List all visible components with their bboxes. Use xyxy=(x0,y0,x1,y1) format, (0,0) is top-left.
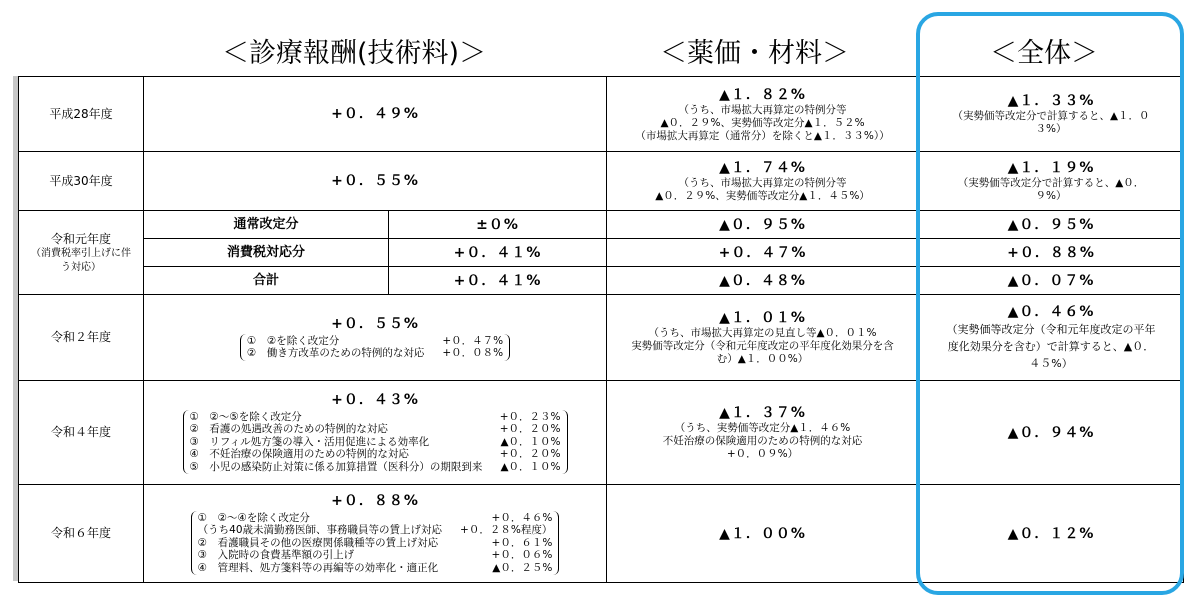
era-cell: 令和２年度 xyxy=(19,295,144,381)
drug-cell: ▲１．０１% （うち、市場拡大再算定の見直し等▲０．０１% 実勢価等改定分（令和元年度改定の平年度化効果分を含 む）▲１．００%） xyxy=(607,295,919,381)
tech-breakdown xyxy=(183,410,568,475)
label-cell: 消費税対応分 xyxy=(144,239,389,267)
total-column-highlight xyxy=(916,12,1184,595)
drug-cell: ▲１．００% xyxy=(607,485,919,583)
breakdown-item-label: ③ 入院時の食費基準額の引上げ xyxy=(197,549,355,562)
breakdown-item xyxy=(247,335,503,348)
breakdown-item xyxy=(198,524,553,537)
breakdown-item xyxy=(190,436,561,449)
total-cell: ▲１．３３% （実勢価等改定分で計算すると、▲１．０ ３%） xyxy=(919,77,1184,152)
breakdown-item-value: ▲０．２５% xyxy=(492,561,553,574)
era-cell: 平成30年度 xyxy=(19,152,144,211)
breakdown-item-value: +０．２８%程度） xyxy=(460,524,553,537)
total-cell: ▲０．９５% xyxy=(919,211,1184,239)
label-cell: 通常改定分 xyxy=(144,211,389,239)
breakdown-item-value: ▲０．１０% xyxy=(500,435,561,448)
breakdown-item-label: （うち40歳未満勤務医師、事務職員等の賃上げ対応 xyxy=(197,524,443,537)
breakdown-item xyxy=(190,423,561,436)
breakdown-item-label: ① ②～⑤を除く改定分 xyxy=(189,410,302,423)
breakdown-item-value: +０．２０% xyxy=(499,448,561,461)
total-cell: ▲０．１２% xyxy=(919,485,1184,583)
era-cell: 令和６年度 xyxy=(19,485,144,583)
breakdown-item-label: ② 看護の処遇改善のための特例的な対応 xyxy=(189,423,388,436)
tech-cell: ±０% xyxy=(389,211,607,239)
breakdown-item xyxy=(190,411,561,424)
breakdown-item xyxy=(190,461,561,474)
breakdown-item xyxy=(198,549,553,562)
header-drug-price-material: ＜薬価・材料＞ xyxy=(660,38,849,69)
drug-cell: ▲１．７４% （うち、市場拡大再算定の特例分等 ▲０．２９%、実勢価等改定分▲１．４５%） xyxy=(607,152,919,211)
tech-breakdown xyxy=(191,511,560,576)
breakdown-item-value: +０．２３% xyxy=(499,410,561,423)
total-cell: ▲１．１９% （実勢価等改定分で計算すると、▲０． ９%） xyxy=(919,152,1184,211)
drug-cell: ▲１．３７% （うち、実勢価等改定分▲１．４６% 不妊治療の保険適用のための特例的な対応 +０．０９%） xyxy=(607,381,919,485)
tech-cell: +０．５５% xyxy=(144,152,607,211)
breakdown-item-label: ④ 不妊治療の保険適用のための特例的な対応 xyxy=(189,448,409,461)
breakdown-item-label: ② 働き方改革のための特例的な対応 xyxy=(246,347,425,359)
breakdown-item-label: ④ 管理料、処方箋料等の再編等の効率化・適正化 xyxy=(197,561,439,574)
tech-cell: +０．４１% xyxy=(389,267,607,295)
tech-cell: +０．４３% ① ②～⑤を除く改定分 +０．２３% ② 看護の処遇改善のための特例的な対応 +０．２０% ③ リフィル処方箋の導入・活用促進による効率化 ▲０．１０% ④ 不妊治療の保険適用のための特例的な対応 +０．２０% ⑤ 小児の感染防止対策に係る加算措置（医科分）の期限到来 ▲０．１０% xyxy=(144,381,607,485)
breakdown-item xyxy=(190,448,561,461)
tech-cell: +０．８８% ① ②～④を除く改定分 +０．４６% （うち40歳未満勤務医師、事務職員等の賃上げ対応 +０．２８%程度） ② 看護職員その他の医療関係職種等の賃上げ対応 +０．６１% ③ 入院時の食費基準額の引上げ +０．０６% ④ 管理料、処方箋料等の再編等の効率化・適正化 ▲０．２５% xyxy=(144,485,607,583)
breakdown-item-value: +０．２０% xyxy=(499,423,561,436)
tech-cell: +０．４９% xyxy=(144,77,607,152)
breakdown-item-value: +０．０８% xyxy=(442,347,504,359)
total-cell: ▲０．４６% （実勢価等改定分（令和元年度改定の平年 度化効果分を含む）で計算すると、▲０． ４５%） xyxy=(919,295,1184,381)
breakdown-item xyxy=(247,347,503,360)
breakdown-item-label: ③ リフィル処方箋の導入・活用促進による効率化 xyxy=(189,435,430,448)
breakdown-item-label: ① ②～④を除く改定分 xyxy=(197,511,310,524)
header-total: ＜全体＞ xyxy=(990,38,1098,69)
tech-breakdown xyxy=(240,334,510,361)
header-technical-fee: ＜診療報酬(技術料)＞ xyxy=(222,38,487,69)
label-cell: 合計 xyxy=(144,267,389,295)
breakdown-item-label: ⑤ 小児の感染防止対策に係る加算措置（医科分）の期限到来 xyxy=(189,460,483,473)
breakdown-item-value: ▲０．１０% xyxy=(500,460,561,473)
era-cell: 令和元年度 （消費税率引上げに伴 う対応） xyxy=(19,211,144,295)
total-cell: ▲０．９４% xyxy=(919,381,1184,485)
breakdown-item-value: +０．４６% xyxy=(491,511,553,524)
breakdown-item-value: +０．６１% xyxy=(491,536,553,549)
breakdown-item-label: ② 看護職員その他の医療関係職種等の賃上げ対応 xyxy=(197,536,439,549)
breakdown-item-value: +０．０６% xyxy=(491,549,553,562)
era-cell: 令和４年度 xyxy=(19,381,144,485)
drug-cell: ▲０．４８% xyxy=(607,267,919,295)
drug-cell: ▲０．９５% xyxy=(607,211,919,239)
tech-cell: +０．４１% xyxy=(389,239,607,267)
era-cell: 平成28年度 xyxy=(19,77,144,152)
breakdown-item xyxy=(198,537,553,550)
breakdown-item-label: ① ②を除く改定分 xyxy=(246,334,340,347)
breakdown-item xyxy=(198,512,553,525)
total-cell: ▲０．０７% xyxy=(919,267,1184,295)
breakdown-item-value: +０．４７% xyxy=(442,334,504,347)
drug-cell: ▲１．８２% （うち、市場拡大再算定の特例分等 ▲０．２９%、実勢価等改定分▲１．５２% （市場拡大再算定（通常分）を除くと▲１．３３%）） xyxy=(607,77,919,152)
total-cell: +０．８８% xyxy=(919,239,1184,267)
breakdown-item xyxy=(198,562,553,575)
drug-cell: +０．４７% xyxy=(607,239,919,267)
tech-cell: +０．５５% ① ②を除く改定分 +０．４７% ② 働き方改革のための特例的な対応 +０．０８% xyxy=(144,295,607,381)
